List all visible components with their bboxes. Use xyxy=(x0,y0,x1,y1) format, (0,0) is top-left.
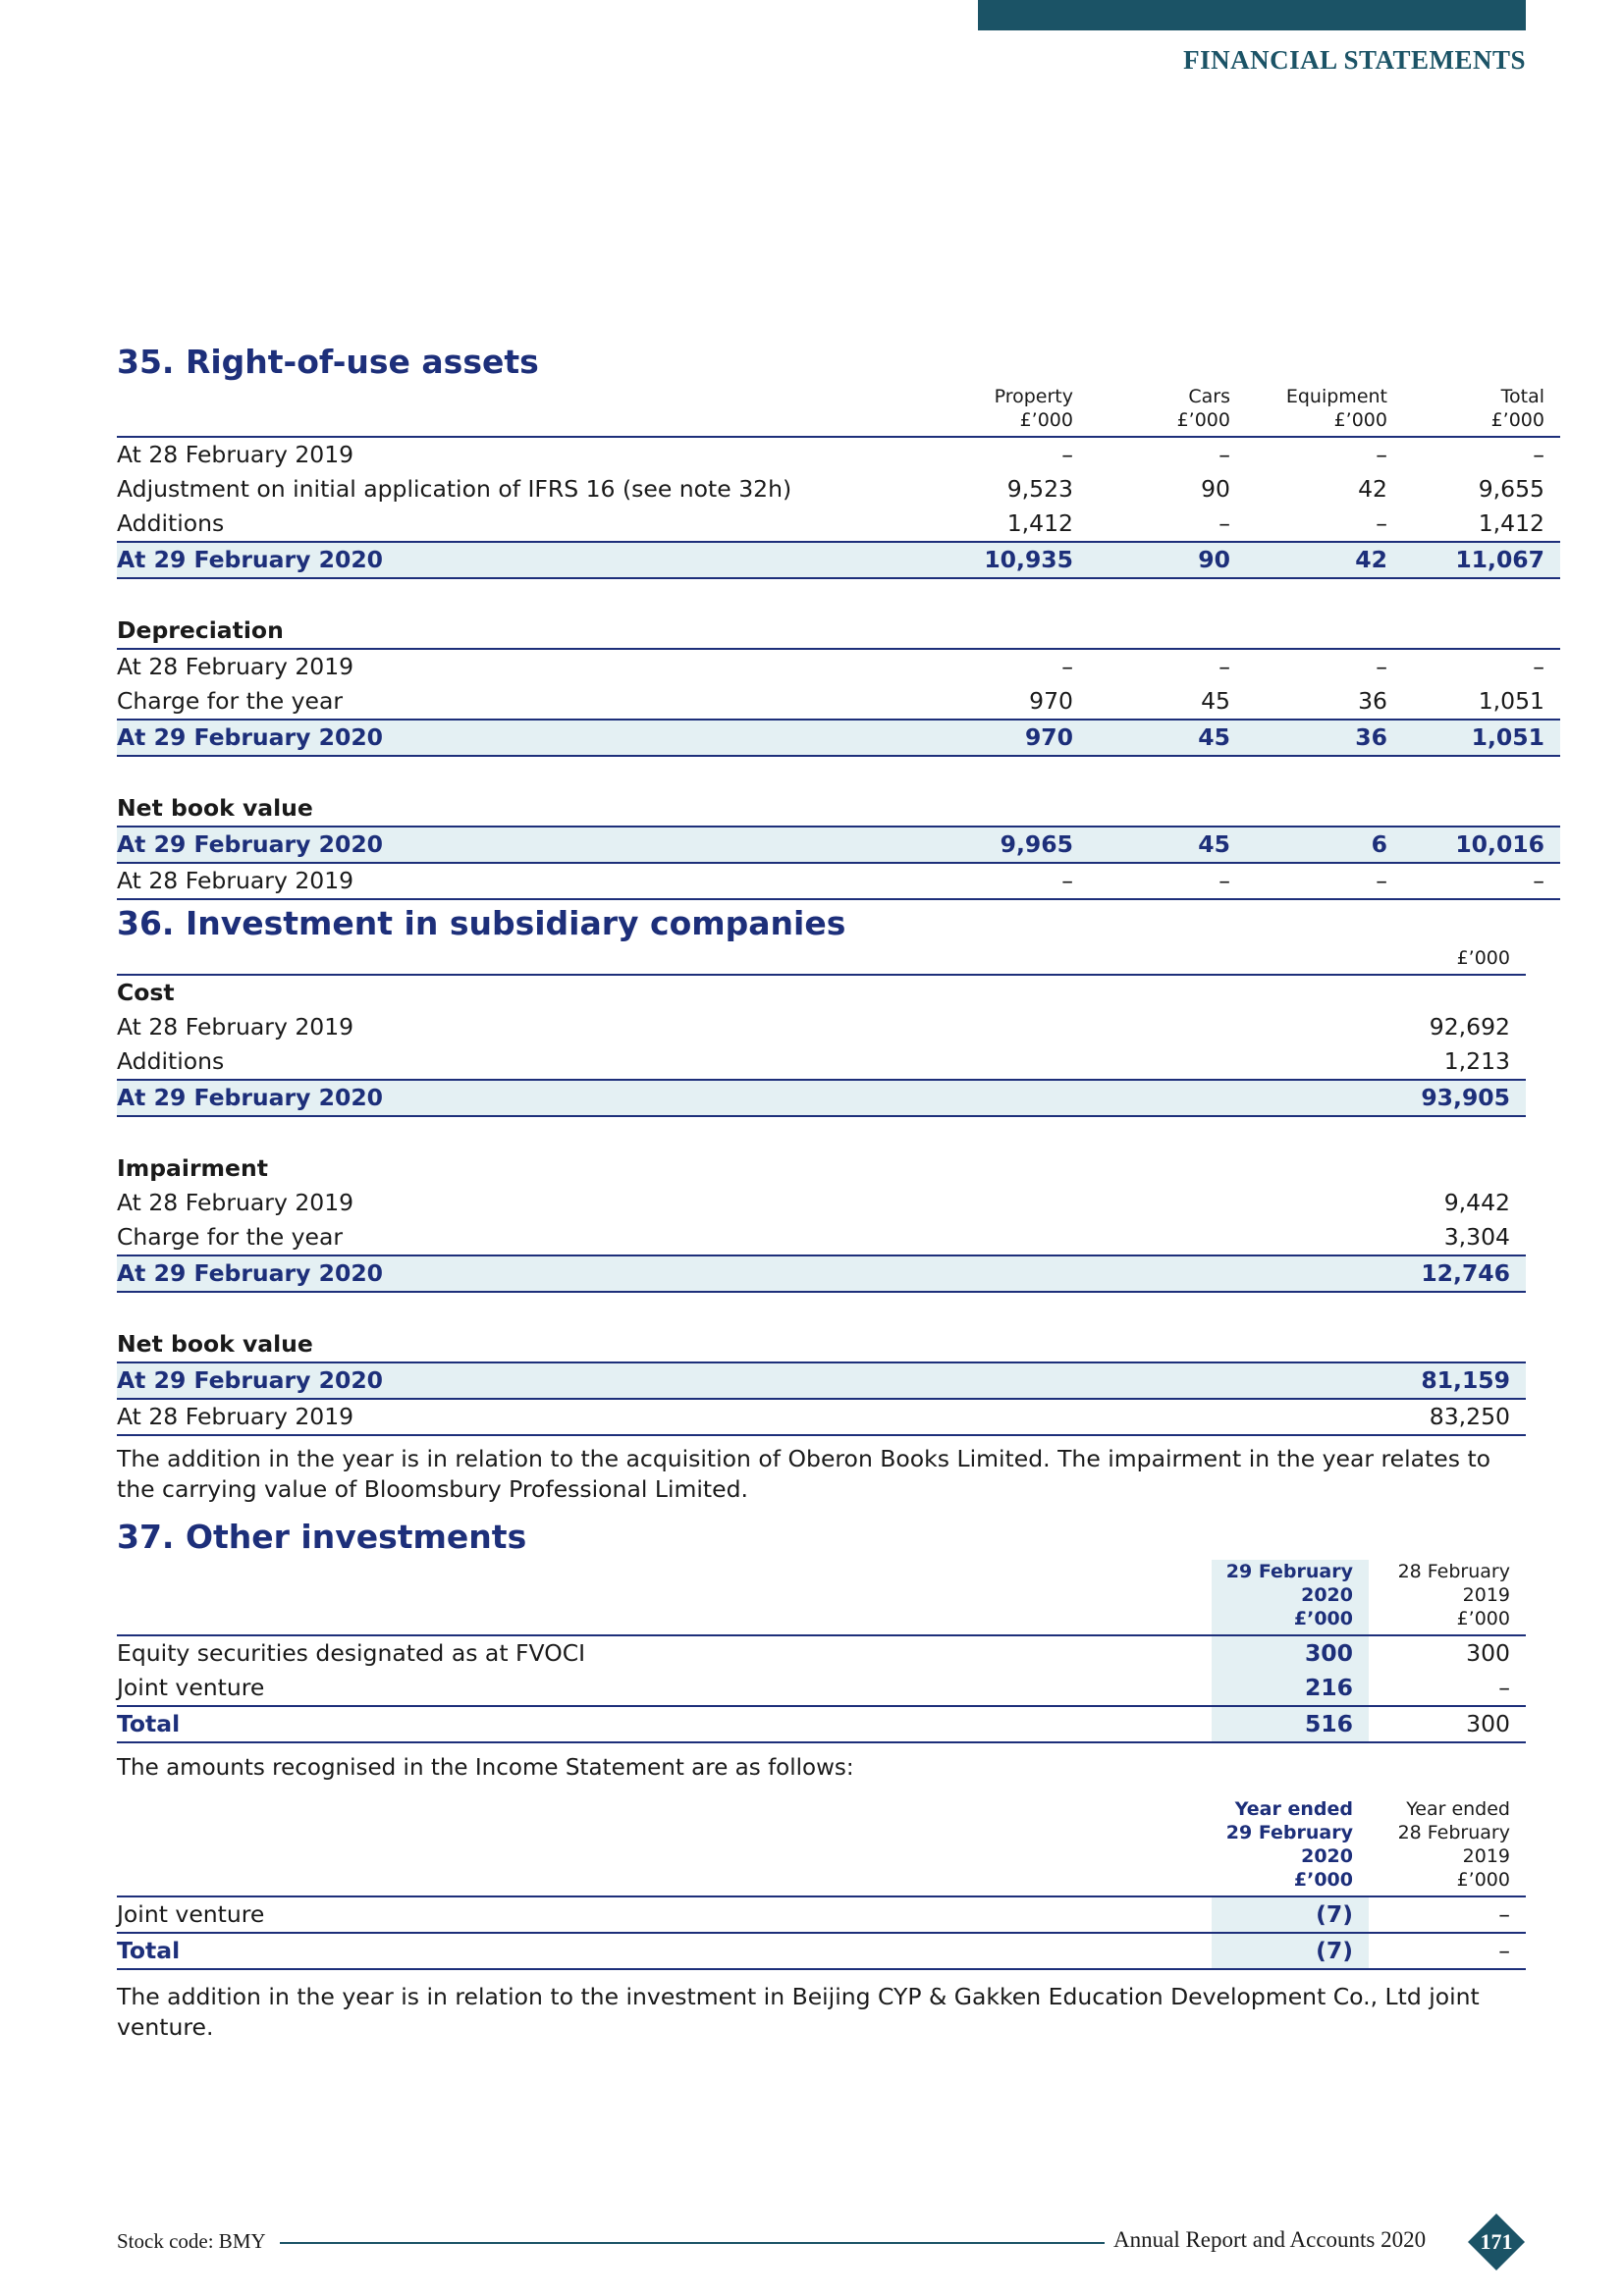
column-header: Cars £’000 xyxy=(1089,385,1246,437)
cell-value: 9,965 xyxy=(942,827,1089,863)
cell-value: 300 xyxy=(1212,1635,1369,1671)
cell-value: – xyxy=(1218,509,1230,537)
cell-value: 92,692 xyxy=(1429,1013,1510,1041)
table-row xyxy=(117,975,1526,1010)
cell-value: 11,067 xyxy=(1403,542,1560,578)
row-label: Charge for the year xyxy=(117,1223,344,1251)
total-row xyxy=(117,1255,1526,1292)
cell-value: 516 xyxy=(1212,1706,1369,1742)
note-37-title: 37. Other investments xyxy=(117,1518,527,1556)
row-label: At 29 February 2020 xyxy=(117,1362,1369,1399)
cell-value: 83,250 xyxy=(1369,1399,1526,1435)
cell-value: – xyxy=(1533,441,1544,468)
cell-value: – xyxy=(1376,509,1387,537)
row-label: At 28 February 2019 xyxy=(117,653,354,680)
impairment-heading: Impairment xyxy=(117,1154,268,1182)
cell-value: 1,412 xyxy=(1478,509,1544,537)
column-header-current: Year ended 29 February 2020 £’000 xyxy=(1212,1797,1369,1896)
row-label: Equity securities designated as at FVOCI xyxy=(117,1639,586,1667)
table-row xyxy=(117,1010,1526,1044)
section-header: FINANCIAL STATEMENTS xyxy=(1183,45,1526,75)
cell-value: – xyxy=(1498,1937,1510,1964)
note-35-title: 35. Right-of-use assets xyxy=(117,343,539,381)
table-row xyxy=(117,1399,1526,1435)
cell-value: 90 xyxy=(1201,475,1230,503)
note-37-paragraph: The addition in the year is in relation to the investment in Beijing CYP & Gakken Education Development Co., Ltd joint venture. xyxy=(117,1983,1480,2041)
stock-code: Stock code: BMY xyxy=(117,2229,266,2253)
table-row xyxy=(117,863,1560,899)
section-heading-row xyxy=(117,791,1560,827)
cell-value: 1,412 xyxy=(1006,509,1073,537)
cell-value: 12,746 xyxy=(1369,1255,1526,1292)
page-footer xyxy=(117,2214,1526,2272)
note-36-section xyxy=(117,901,1526,1505)
cell-value: – xyxy=(942,863,1089,899)
cell-value: 10,016 xyxy=(1403,827,1560,863)
cell-value: 9,523 xyxy=(1006,475,1073,503)
cell-value: 45 xyxy=(1089,720,1246,756)
note-35-section xyxy=(117,340,1544,900)
row-label: Joint venture xyxy=(117,1674,265,1701)
cell-value: 3,304 xyxy=(1443,1223,1510,1251)
cell-value: 45 xyxy=(1089,827,1246,863)
table-row xyxy=(117,1220,1526,1255)
nbv-heading: Net book value xyxy=(117,1327,1526,1362)
table-header-row xyxy=(117,1560,1526,1635)
note-36-paragraph: The addition in the year is in relation to the acquisition of Oberon Books Limited. The impairment in the year relates to the carrying value of Bloomsbury Professional Limited. xyxy=(117,1445,1491,1503)
note-36-title: 36. Investment in subsidiary companies xyxy=(117,904,846,942)
income-intro-text: The amounts recognised in the Income Statement are as follows: xyxy=(117,1755,854,1781)
section-heading-row xyxy=(117,1327,1526,1362)
column-header-prior: 28 February 2019 £’000 xyxy=(1369,1560,1526,1635)
row-label: At 28 February 2019 xyxy=(117,863,942,899)
table-row xyxy=(117,507,1560,542)
cell-value: 300 xyxy=(1466,1639,1510,1667)
cell-value: 42 xyxy=(1358,475,1387,503)
cell-value: 216 xyxy=(1212,1671,1369,1706)
report-title: Annual Report and Accounts 2020 xyxy=(1113,2227,1427,2252)
row-label: At 28 February 2019 xyxy=(117,1013,354,1041)
cell-value: – xyxy=(1061,441,1073,468)
cell-value: – xyxy=(1403,863,1560,899)
row-label: Total xyxy=(117,1937,181,1964)
cell-value: 1,213 xyxy=(1443,1047,1510,1075)
page-number-badge xyxy=(1468,2214,1525,2270)
cell-value: 1,051 xyxy=(1478,687,1544,715)
total-row xyxy=(117,720,1560,756)
row-label: At 28 February 2019 xyxy=(117,1189,354,1216)
cell-value: – xyxy=(1376,441,1387,468)
row-label: Additions xyxy=(117,1047,225,1075)
cell-value: – xyxy=(1061,653,1073,680)
cell-value: 970 xyxy=(1029,687,1073,715)
cell-value: – xyxy=(1376,653,1387,680)
cell-value: 9,442 xyxy=(1443,1189,1510,1216)
cost-heading: Cost xyxy=(117,979,175,1006)
note-37-table xyxy=(117,1560,1526,1743)
row-label: At 29 February 2020 xyxy=(117,720,942,756)
row-label: At 29 February 2020 xyxy=(117,827,942,863)
row-label: At 28 February 2019 xyxy=(117,441,354,468)
total-row xyxy=(117,542,1560,578)
cell-value: 81,159 xyxy=(1369,1362,1526,1399)
column-header: £’000 xyxy=(1369,946,1526,975)
cell-value: 45 xyxy=(1201,687,1230,715)
cell-value: 300 xyxy=(1466,1710,1510,1737)
table-row xyxy=(117,1044,1526,1080)
row-label: Total xyxy=(117,1710,181,1737)
total-row xyxy=(117,1706,1526,1742)
column-header: Equipment £’000 xyxy=(1246,385,1403,437)
cell-value: – xyxy=(1089,863,1246,899)
cell-value: (7) xyxy=(1212,1896,1369,1933)
row-label: Charge for the year xyxy=(117,687,344,715)
cell-value: – xyxy=(1498,1900,1510,1928)
table-row xyxy=(117,437,1560,472)
income-statement-table xyxy=(117,1797,1526,1970)
header-color-bar xyxy=(978,0,1526,30)
table-header-row xyxy=(117,385,1560,437)
cell-value: – xyxy=(1246,863,1403,899)
total-row xyxy=(117,1080,1526,1116)
cell-value: 1,051 xyxy=(1403,720,1560,756)
cell-value: 36 xyxy=(1358,687,1387,715)
note-36-table xyxy=(117,946,1526,1436)
total-row xyxy=(117,827,1560,863)
cell-value: 970 xyxy=(942,720,1089,756)
cell-value: (7) xyxy=(1212,1933,1369,1969)
footer-divider xyxy=(280,2242,1105,2244)
column-header: Property £’000 xyxy=(942,385,1089,437)
table-row xyxy=(117,1671,1526,1706)
row-label: Additions xyxy=(117,509,225,537)
cell-value: 93,905 xyxy=(1369,1080,1526,1116)
cell-value: – xyxy=(1533,653,1544,680)
note-37-section xyxy=(117,1515,1526,2043)
section-heading-row xyxy=(117,1151,1526,1186)
table-header-row xyxy=(117,1797,1526,1896)
note-35-table xyxy=(117,385,1560,900)
nbv-heading: Net book value xyxy=(117,791,1560,827)
table-row xyxy=(117,649,1560,684)
cell-value: 90 xyxy=(1089,542,1246,578)
row-label: At 28 February 2019 xyxy=(117,1399,1369,1435)
row-label: Joint venture xyxy=(117,1900,265,1928)
table-row xyxy=(117,1186,1526,1220)
column-header-current: 29 February 2020 £’000 xyxy=(1212,1560,1369,1635)
cell-value: 36 xyxy=(1246,720,1403,756)
depreciation-heading: Depreciation xyxy=(117,614,1560,649)
table-row xyxy=(117,1635,1526,1671)
cell-value: – xyxy=(1218,653,1230,680)
total-row xyxy=(117,1933,1526,1969)
table-row xyxy=(117,684,1560,720)
row-label: At 29 February 2020 xyxy=(117,1255,1369,1292)
row-label: At 29 February 2020 xyxy=(117,542,942,578)
total-row xyxy=(117,1362,1526,1399)
table-row xyxy=(117,1896,1526,1933)
cell-value: 10,935 xyxy=(942,542,1089,578)
row-label: Adjustment on initial application of IFRS 16 (see note 32h) xyxy=(117,475,792,503)
cell-value: 42 xyxy=(1246,542,1403,578)
cell-value: – xyxy=(1498,1674,1510,1701)
cell-value: – xyxy=(1218,441,1230,468)
page-number: 171 xyxy=(1480,2229,1513,2254)
cell-value: 9,655 xyxy=(1478,475,1544,503)
column-header: Total £’000 xyxy=(1403,385,1560,437)
section-heading-row xyxy=(117,614,1560,649)
table-row xyxy=(117,472,1560,507)
column-header-prior: Year ended 28 February 2019 £’000 xyxy=(1369,1797,1526,1896)
row-label: At 29 February 2020 xyxy=(117,1080,1369,1116)
cell-value: 6 xyxy=(1246,827,1403,863)
table-header-row xyxy=(117,946,1526,975)
